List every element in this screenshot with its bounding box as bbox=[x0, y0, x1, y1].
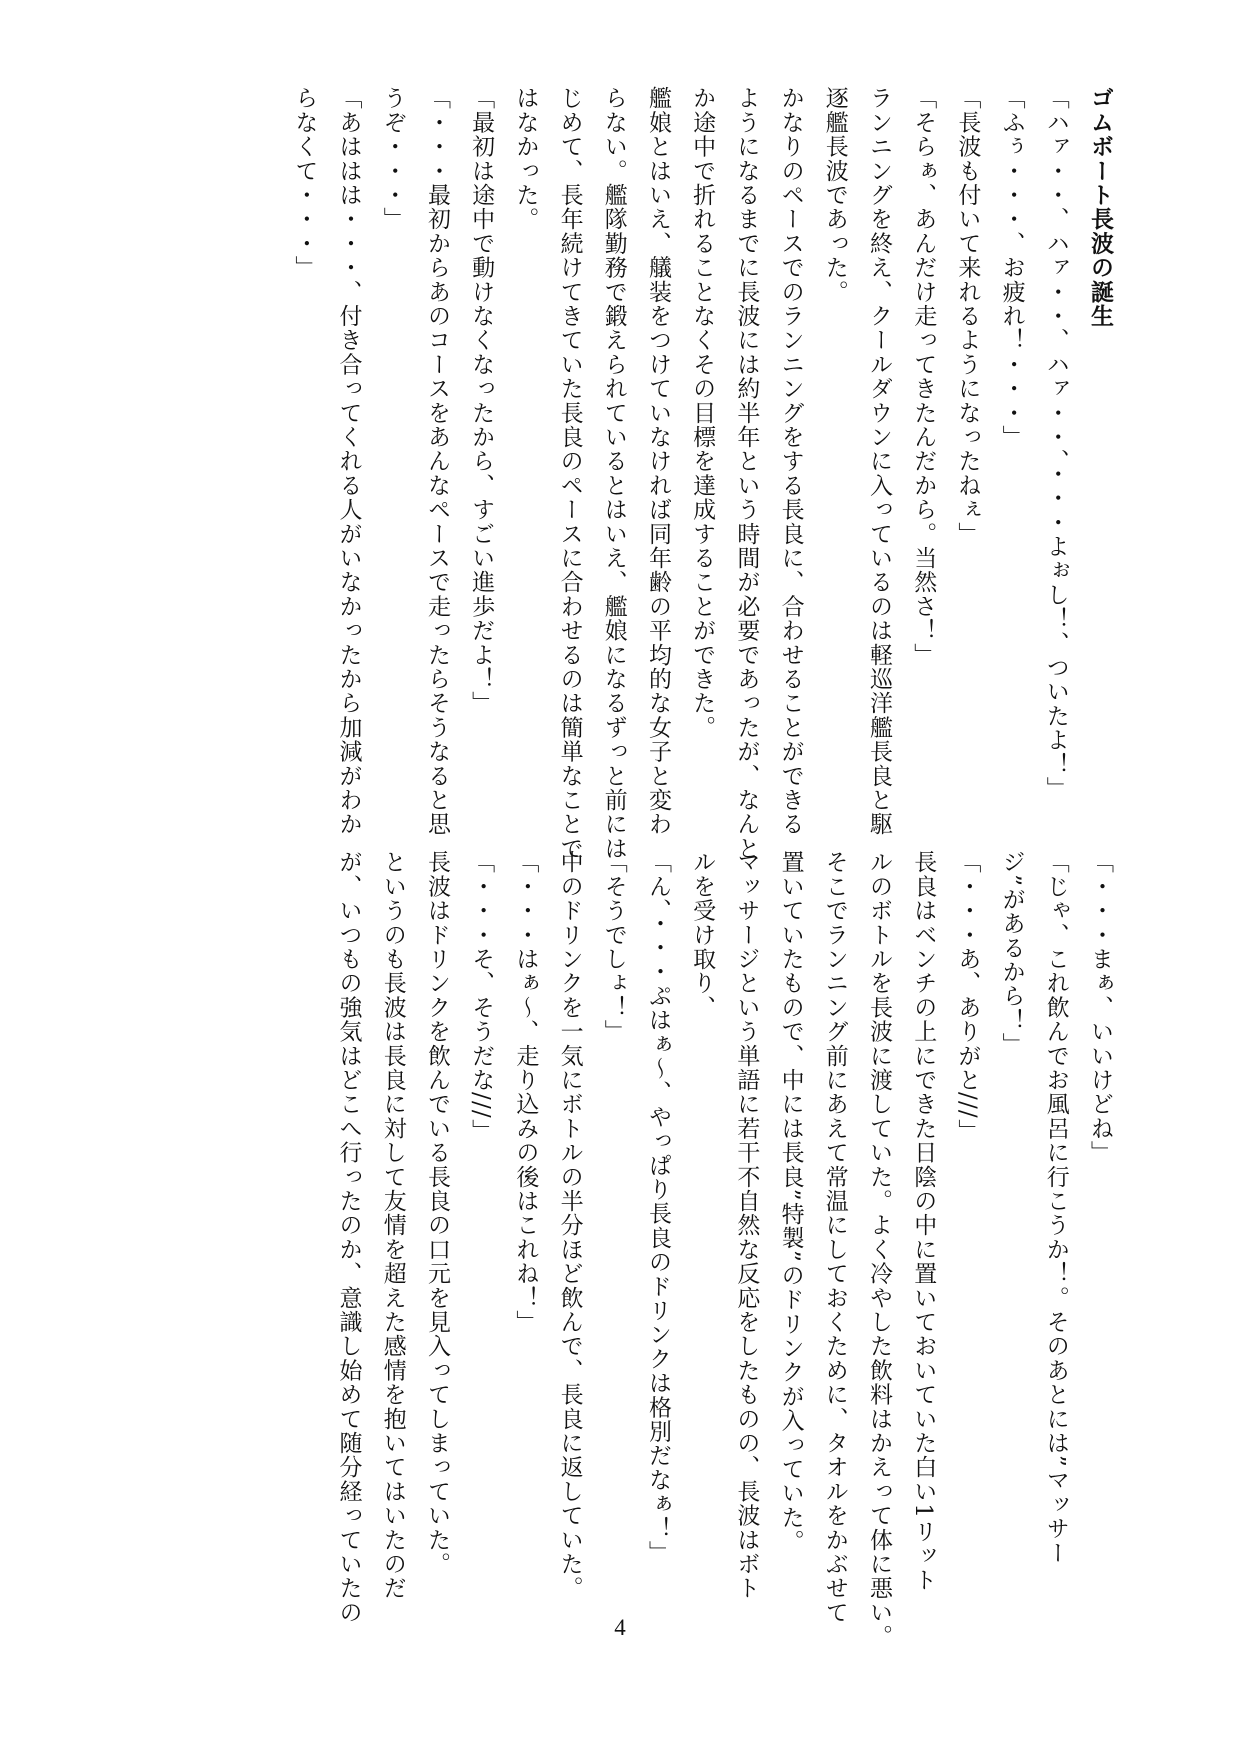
text-line: 「・・・まぁ、いいけどね」 bbox=[1087, 850, 1113, 1165]
text-line: かなりのペースでのランニングをする長良に、合わせることができる bbox=[777, 86, 804, 837]
text-block-upper bbox=[282, 86, 1122, 861]
text-line: 「・・・あ、ありがと///」 bbox=[954, 850, 981, 1144]
text-line: が、いつもの強気はどこへ行ったのか、意識し始めて随分経っていたの bbox=[335, 850, 362, 1625]
text-line: 中のドリンクを一気にボトルの半分ほど飲んで、長良に返していた。 bbox=[556, 850, 583, 1601]
text-line: ようになるまでに長波には約半年という時間が必要であったが、なんと bbox=[733, 86, 760, 861]
text-line: 逐艦長波であった。 bbox=[821, 86, 848, 304]
text-line: 置いていたもので、中には長良”特製”のドリンクが入っていた。 bbox=[777, 850, 804, 1554]
text-line: らなくて・・・」 bbox=[291, 86, 318, 280]
page-number: 4 bbox=[614, 1615, 626, 1640]
text-line: 艦娘とはいえ、艤装をつけていなければ同年齢の平均的な女子と変わ bbox=[644, 86, 671, 837]
text-line: らない。艦隊勤務で鍛えられているとはいえ、艦娘になるずっと前には bbox=[600, 86, 627, 861]
text-line: 「じゃ、これ飲んでお風呂に行こうか！。そのあとには”マッサー bbox=[1042, 850, 1069, 1565]
text-line: というのも長波は長良に対して友情を超えた感情を抱いてはいたのだ bbox=[379, 850, 406, 1601]
text-line: 「・・・そ、そうだな///」 bbox=[468, 850, 495, 1144]
text-line: 長良はベンチの上にできた日陰の中に置いておいていた白い1リット bbox=[910, 850, 937, 1592]
story-title: ゴムボート長波の誕生 bbox=[1087, 86, 1113, 328]
text-line: 長波はドリンクを飲んでいる長良の口元を見入ってしまっていた。 bbox=[423, 850, 450, 1576]
text-line: そこでランニング前にあえて常温にしておくために、タオルをかぶせて bbox=[821, 850, 848, 1625]
text-line: マッサージという単語に若干不自然な反応をしたものの、長波はボト bbox=[733, 850, 760, 1601]
text-line: 「ふぅ・・・、お疲れ！・・・」 bbox=[998, 86, 1025, 449]
text-line: 「あははは・・・、付き合ってくれる人がいなかったから加減がわか bbox=[335, 86, 362, 837]
text-line: 「ハァ・・、ハァ・・、ハァ・・、・・・よぉし！、ついたよ！」 bbox=[1042, 86, 1069, 801]
text-line: 「そらぁ、あんだけ走ってきたんだから。当然さ！」 bbox=[910, 86, 937, 667]
text-line: ジ”があるから！」 bbox=[998, 850, 1025, 1057]
text-line: か途中で折れることなくその目標を達成することができた。 bbox=[689, 86, 716, 740]
text-line: 「・・・最初からあのコースをあんなペースで走ったらそうなると思 bbox=[423, 86, 450, 837]
text-line: 「最初は途中で動けなくなったから、すごい進歩だよ！」 bbox=[468, 86, 495, 716]
text-line: 「そうでしょ！」 bbox=[600, 850, 627, 1044]
text-block-lower bbox=[326, 850, 1122, 1649]
text-line: ルのボトルを長波に渡していた。よく冷やした飲料はかえって体に悪い。 bbox=[865, 850, 892, 1649]
text-line: ルを受け取り、 bbox=[689, 850, 716, 1020]
text-line: 「ん、・・・ぷはぁ〜、やっぱり長良のドリンクは格別だなぁ！」 bbox=[644, 850, 671, 1565]
text-line: 「・・・はぁ〜、走り込みの後はこれね！」 bbox=[512, 850, 539, 1334]
text-line: じめて、長年続けてきていた長良のペースに合わせるのは簡単なことで bbox=[556, 86, 583, 861]
text-line: うぞ・・・」 bbox=[379, 86, 406, 232]
text-line: 「長波も付いて来れるようになったねぇ」 bbox=[954, 86, 981, 546]
text-line: ランニングを終え、クールダウンに入っているのは軽巡洋艦長良と駆 bbox=[865, 86, 892, 837]
text-line: はなかった。 bbox=[512, 86, 539, 232]
